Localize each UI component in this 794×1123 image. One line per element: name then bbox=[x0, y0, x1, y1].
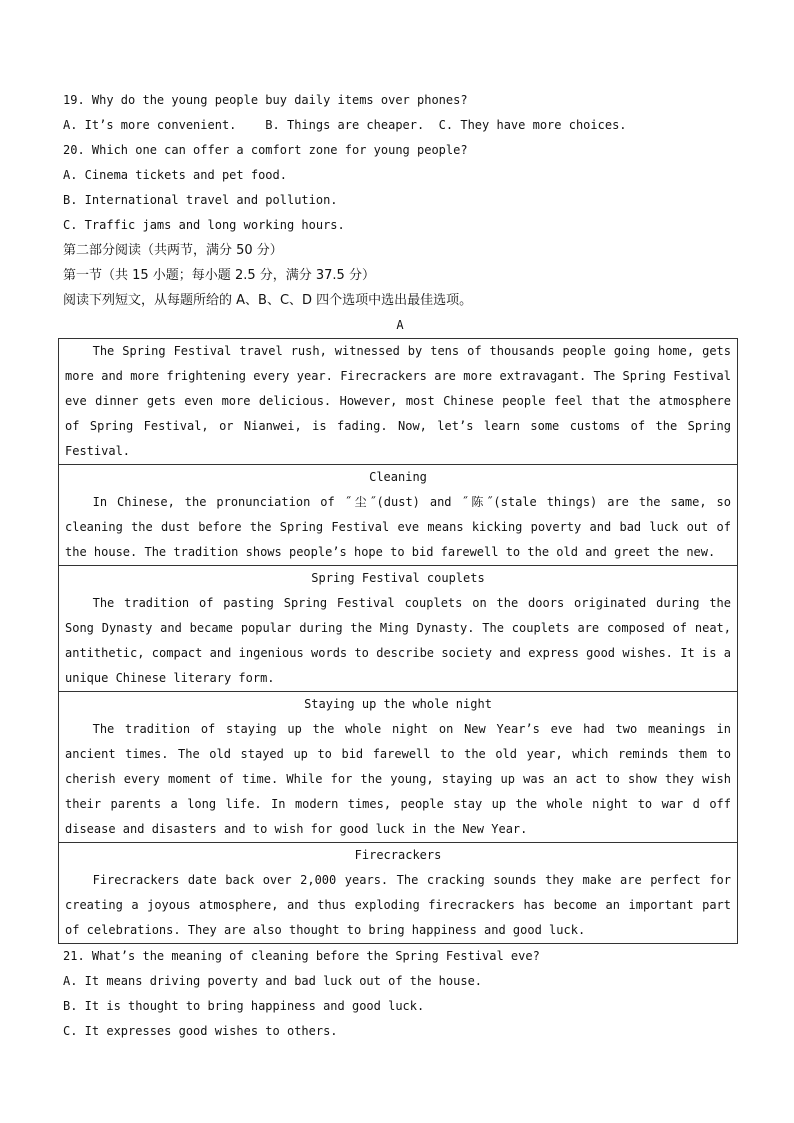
cleaning-text: In Chinese, the pronunciation of ˝尘˝(dust) and ˝陈˝(stale things) are the same, so cleaning the dust before the Spring Festival eve means kicking poverty and bad luck out of the house. The tradition shows people’s hope to bid farewell to the old and greet the new. bbox=[65, 495, 731, 559]
firecrackers-cell bbox=[59, 842, 737, 943]
question-19-options: A. It’s more convenient. B. Things are cheaper. C. They have more choices. bbox=[63, 118, 627, 132]
question-19: 19. Why do the young people buy daily items over phones? bbox=[63, 93, 468, 107]
cleaning-cell bbox=[59, 464, 737, 565]
question-20-option-b: B. International travel and pollution. bbox=[63, 193, 338, 207]
couplets-text: The tradition of pasting Spring Festival couplets on the doors originated during the Song Dynasty and became popular during the Ming Dynasty. The couplets are composed of neat, antithetic, compact and ingenious words to describe society and express good wishes. It is a unique Chinese literary form. bbox=[65, 596, 731, 685]
staying-up-text: The tradition of staying up the whole night on New Year’s eve had two meanings in ancient times. The old stayed up to bid farewell to the old year, which reminds them to cherish every moment of time. While for the young, staying up was an act to show they wish their parents a long life. In modern times, people stay up the whole night to war d off disease and disasters and to wish for good luck in the New Year. bbox=[65, 722, 731, 836]
cleaning-heading: Cleaning bbox=[369, 470, 427, 484]
firecrackers-text: Firecrackers date back over 2,000 years. The cracking sounds they make are perfect for creating a joyous atmosphere, and thus exploding firecrackers has become an important part of celebrations. They are also thought to bring happiness and good luck. bbox=[65, 873, 731, 937]
question-21-option-c: C. It expresses good wishes to others. bbox=[63, 1024, 338, 1038]
couplets-cell bbox=[59, 565, 737, 691]
question-21-option-b: B. It is thought to bring happiness and good luck. bbox=[63, 999, 425, 1013]
section-sub-title: 第一节（共 15 小题；每小题 2.5 分，满分 37.5 分） bbox=[63, 268, 375, 283]
intro-text: The Spring Festival travel rush, witnessed by tens of thousands people going home, gets more and more frightening every year. Firecrackers are more extravagant. The Spring Festival eve dinner gets even more delicious. However, most Chinese people feel that the atmosphere of Spring Festival, or Nianwei, is fading. Now, let’s learn some customs of the Spring Festival. bbox=[65, 344, 731, 458]
passage-table bbox=[58, 338, 738, 944]
firecrackers-heading: Firecrackers bbox=[354, 848, 442, 862]
question-20-option-c: C. Traffic jams and long working hours. bbox=[63, 218, 345, 232]
section-instruction: 阅读下列短文，从每题所给的 A、B、C、D 四个选项中选出最佳选项。 bbox=[63, 293, 473, 308]
passage-label: A bbox=[396, 318, 404, 332]
question-21: 21. What’s the meaning of cleaning before the Spring Festival eve? bbox=[63, 949, 540, 963]
staying-up-heading: Staying up the whole night bbox=[304, 697, 492, 711]
staying-up-cell bbox=[59, 691, 737, 842]
couplets-heading: Spring Festival couplets bbox=[311, 571, 485, 585]
question-20-option-a: A. Cinema tickets and pet food. bbox=[63, 168, 287, 182]
question-21-option-a: A. It means driving poverty and bad luck out of the house. bbox=[63, 974, 483, 988]
intro-cell bbox=[59, 339, 737, 464]
section-part-title: 第二部分阅读（共两节，满分 50 分） bbox=[63, 243, 283, 258]
question-20: 20. Which one can offer a comfort zone for young people? bbox=[63, 143, 468, 157]
exam-page bbox=[63, 88, 737, 1044]
